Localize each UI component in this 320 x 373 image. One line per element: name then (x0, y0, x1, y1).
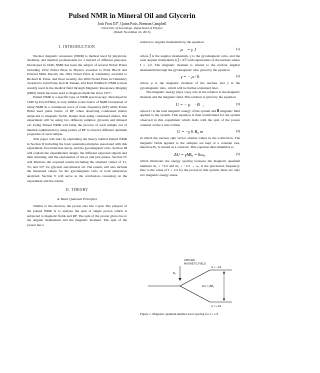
equation-3-number: (3) (235, 101, 240, 106)
equation-3 (140, 100, 240, 109)
upper-split-line (180, 270, 210, 286)
equation-5-number: (5) (235, 152, 240, 156)
figure-1-caption: Figure 1. Magnetic quantum number level spacing for I = 1/2 (140, 312, 219, 316)
right-paragraph-6: in which the nuclear spin vector obtains values in the z-direction. The magnetic fields applied to the samples are kept at a constant rate, therefore B₀ is treated as a constant. This equation then simplifies to (140, 136, 240, 150)
intro-paragraph-2: Pulsed NMR is a specific type of NMR spectroscopy. Developed in 1949 by Erwin Hahn, is very similar to the basics of NMR but instead of using NMR in a continuous wave of radio frequency (RF) while Erwin Hahn used pulse bursts of RF when observing condensed matter subjected to magnetic fields. Rather than using condensed matter, this experiment will be using two different samples: glycerin and mineral oil. Using Pulsed NMR will bring the process of each sample out of thermal equilibrium by using pulses of RF to observe different quantum properties of each sample. (27, 95, 127, 137)
equation-5 (140, 150, 240, 159)
equation-1-number: (1) (235, 46, 240, 51)
equation-4 (140, 127, 240, 136)
section-heading-theory: II. THEORY (65, 188, 89, 193)
equation-2-body: γ = − μ / ħ (180, 74, 200, 80)
equation-1 (140, 45, 240, 54)
section-heading-introduction: I. INTRODUCTION (58, 45, 96, 49)
equation-2 (140, 72, 240, 81)
right-paragraph-2: where J⃗ is the angular momentum, γ is the gyromagnetic ratio, and the total angular momentum is J⃗ = ħ·I⃗ with eigenvalues of the nucleus where I = 1/2. The magnetic moment is related to the nuclear angular momentum through the gyromagnetic ratio given by the equation (140, 53, 240, 72)
subsection-heading-quantum: A. Basic Quantum Principles (56, 196, 98, 201)
applied-field-arrow-icon (179, 278, 182, 281)
intro-paragraph-3: This paper will start by explaining the theory behind Pulsed NMR in Section II including the basic quantum principles associated with this experiment, free induction decay, and the gyromagnetic ratio. Section III will explain the experimental design, the different expected signals and their meaning, and the explanation of the pi and pi/2 pulses. Section IV will illustrate the acquired results including the obtained values of T1, T2, and T2* for glycerin and mineral oil. The results will also include the measured values for the gyromagnetic ratio of both substances analyzed. Section V will serve as the conclusion, reasoning on the experiment and the results. (27, 136, 127, 183)
paper-affiliation: University of San Diego, Department of Physics (101, 25, 163, 30)
paper-date: (Dated: November 22, 2015) (113, 29, 151, 34)
equation-4-body: U = −γ ħ B₀ m (177, 129, 203, 135)
figure-1 (140, 256, 240, 311)
theory-paragraph-1: Similar to the electron, the proton also has a spin. The purpose of the pulsed NMR is to analyze the spin of single proton which is subjected to magnetic fields and RF. The spin of the proton gives rise to the angular momentum and the magnetic moment. The spin of the proton has a (27, 204, 127, 227)
right-paragraph-7: which illustrates the energy spacing between the magnetic quantum numbers m₁ = +1/2 and m₂ = −1/2 → ω₀ is the precession frequency. Due to the value of I = 1/2 for the proton in this system, there are only two magnetic energy states. (140, 159, 240, 177)
paper-title: Pulsed NMR in Mineral Oil and Glycerin (68, 12, 196, 20)
equation-4-number: (4) (235, 129, 240, 134)
equation-1-body: μ⃗ = γ J⃗ (180, 46, 200, 52)
equation-3-body: U = − μ⃗ · B⃗, (175, 101, 205, 107)
left-column (27, 40, 127, 228)
intro-paragraph-1: Nuclear magnetic resonance (NMR) is method used by physicists, chemists, and medical professionals for a myriad of different purposes. Developed in 1946, NMR has been the subject of several Nobel Prizes including 1952 Nobel Prize in Physics awarded to Felix Bloch and Edward Mills Purcell, the 1991 Nobel Prize in Chemistry awarded to Richard R. Ernst, and most recently, the 2002 Nobel Prize in Chemistry awarded to John Fenn, Koichi Tanaka, and Kurt Wüthrich. NMR is most notably used in the medical field through Magnetic Resonance Imaging (MRI) which has been used to diagnose medicine since 1977. (27, 53, 127, 95)
b0-label: B₀ (173, 272, 176, 275)
right-paragraph-5: where U is the total magnetic energy of the system and B⃗ magnetic field applied to the system. This equation is then transformed for the system observed in this experiment which deals with the spin of the proton oriented on the z axis written (140, 108, 240, 127)
lower-split-line (180, 286, 210, 302)
right-paragraph-1: relation to angular momentum by the equation (140, 40, 204, 44)
equation-2-number: (2) (235, 74, 240, 79)
delta-u-label: ΔU = γħB₀ (202, 285, 215, 288)
applied-label: APPLIED (184, 259, 195, 262)
right-paragraph-3: where μ is the magnetic moment of the nucleus and γ is the gyromagnetic ratio, which will be further explained later. (140, 81, 240, 90)
gap-arrow-down-icon (223, 299, 225, 302)
equation-5-body: ΔU = γħB₀ = ħω₀. (173, 152, 207, 157)
gap-arrow-up-icon (223, 271, 225, 274)
paper-authors: Josh Frost III*, Quinn Potts, Brennan Campbell (97, 22, 167, 26)
right-paragraph-4: The magnetic energy plays a key role in the relation to the magnetic moment and the magnetic field. This relation is given by the equation (140, 90, 240, 99)
energy-level-diagram (140, 256, 240, 311)
upper-state-label: m = −1/2 (211, 266, 222, 269)
magnetic-field-label: MAGNETIC FIELD (184, 262, 206, 266)
lower-state-label: m = +1/2 (211, 305, 222, 308)
right-column (140, 40, 240, 178)
